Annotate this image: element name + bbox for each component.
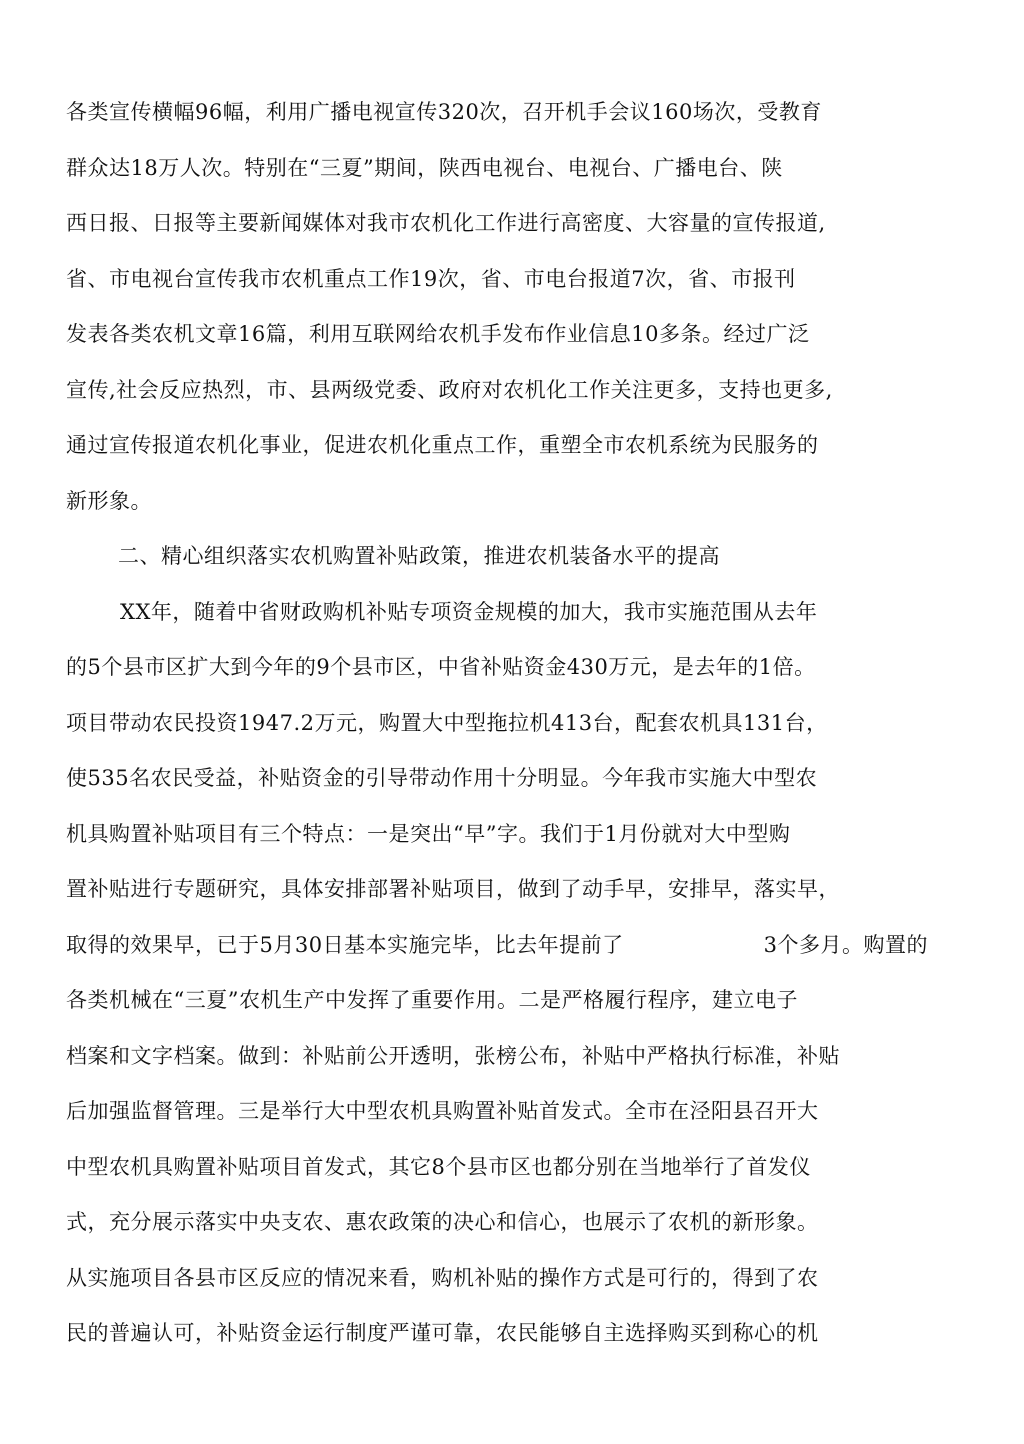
text-line: XX年，随着中省财政购机补贴专项资金规模的加大，我市实施范围从去年 <box>120 600 818 624</box>
text-line: 中型农机具购置补贴项目首发式，其它8个县市区也都分别在当地举行了首发仪 <box>66 1155 811 1179</box>
text-line: 后加强监督管理。三是举行大中型农机具购置补贴首发式。全市在泾阳县召开大 <box>66 1099 819 1123</box>
text-line: 新形象。 <box>66 489 152 513</box>
text-line: 民的普遍认可，补贴资金运行制度严谨可靠，农民能够自主选择购买到称心的机 <box>66 1321 819 1345</box>
text-line: 各类宣传横幅96幅，利用广播电视宣传320次，召开机手会议160场次，受教育 <box>66 100 822 124</box>
text-segment: 3个多月。购置的 <box>763 933 928 957</box>
text-segment: 取得的效果早，已于5月30日基本实施完毕，比去年提前了 <box>66 933 624 957</box>
text-line: 式，充分展示落实中央支农、惠农政策的决心和信心，也展示了农机的新形象。 <box>66 1210 819 1234</box>
text-line: 西日报、日报等主要新闻媒体对我市农机化工作进行高密度、大容量的宣传报道, <box>66 211 826 235</box>
text-line: 宣传,社会反应热烈，市、县两级党委、政府对农机化工作关注更多，支持也更多, <box>66 378 833 402</box>
text-line <box>66 931 928 959</box>
text-line: 各类机械在“三夏”农机生产中发挥了重要作用。二是严格履行程序，建立电子 <box>66 988 798 1012</box>
text-line: 机具购置补贴项目有三个特点：一是突出“早”字。我们于1月份就对大中型购 <box>66 822 791 846</box>
text-line: 通过宣传报道农机化事业，促进农机化重点工作，重塑全市农机系统为民服务的 <box>66 433 819 457</box>
text-line: 档案和文字档案。做到：补贴前公开透明，张榜公布，补贴中严格执行标准，补贴 <box>66 1044 840 1068</box>
text-line: 从实施项目各县市区反应的情况来看，购机补贴的操作方式是可行的，得到了农 <box>66 1266 819 1290</box>
text-line: 发表各类农机文章16篇，利用互联网给农机手发布作业信息10多条。经过广泛 <box>66 322 810 346</box>
text-line: 置补贴进行专题研究，具体安排部署补贴项目，做到了动手早，安排早，落实早， <box>66 877 840 901</box>
text-line: 群众达18万人次。特别在“三夏”期间，陕西电视台、电视台、广播电台、陕 <box>66 156 783 180</box>
text-line: 省、市电视台宣传我市农机重点工作19次，省、市电台报道7次，省、市报刊 <box>66 267 796 291</box>
text-line: 使535名农民受益，补贴资金的引导带动作用十分明显。今年我市实施大中型农 <box>66 766 818 790</box>
section-heading: 二、精心组织落实农机购置补贴政策，推进农机装备水平的提高 <box>118 544 720 568</box>
text-line: 的5个县市区扩大到今年的9个县市区，中省补贴资金430万元，是去年的1倍。 <box>66 655 816 679</box>
text-line: 项目带动农民投资1947.2万元，购置大中型拖拉机413台，配套农机具131台， <box>66 711 828 735</box>
